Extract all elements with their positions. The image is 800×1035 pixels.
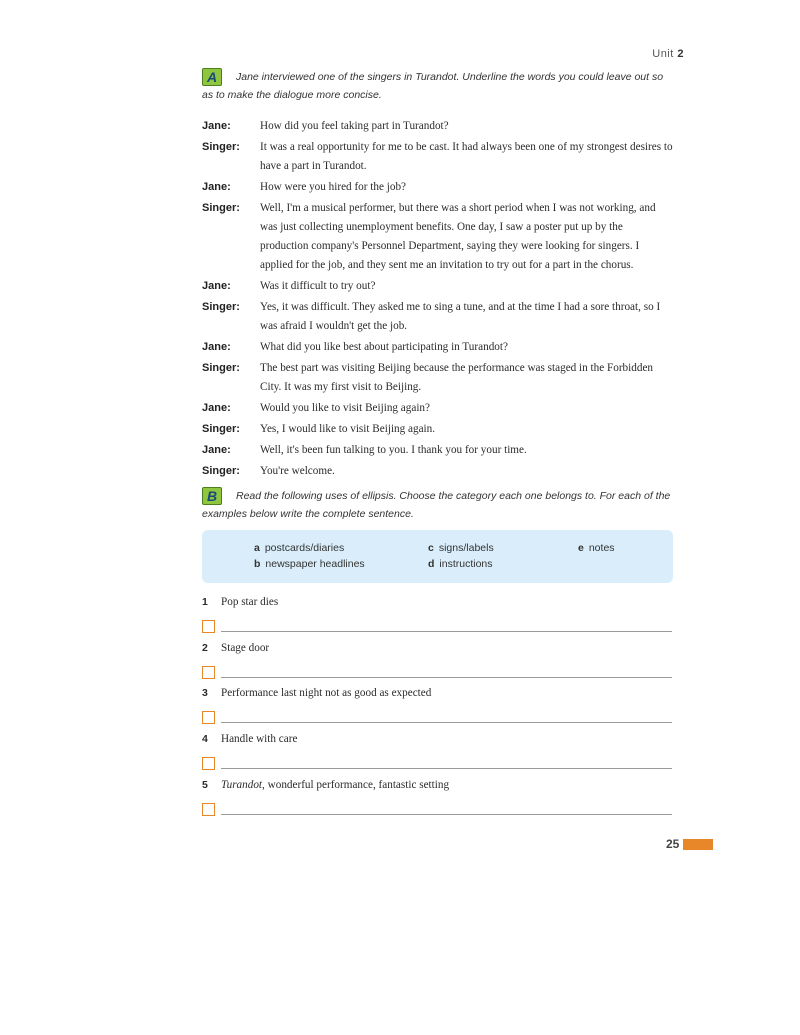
item-prompt <box>202 640 672 656</box>
dialogue-turn <box>202 277 674 296</box>
dialogue-turn <box>202 441 674 460</box>
speaker-name: Singer: <box>202 301 240 313</box>
dialogue-turn <box>202 178 674 197</box>
answer-line[interactable] <box>221 676 672 678</box>
speaker-name: Jane: <box>202 402 231 414</box>
category-checkbox[interactable] <box>202 757 215 770</box>
dialogue-turn <box>202 117 674 136</box>
speaker-name: Jane: <box>202 444 231 456</box>
dialogue-turn <box>202 138 674 176</box>
answer-line[interactable] <box>221 630 672 632</box>
unit-label <box>652 48 684 60</box>
dialogue-line: Well, it's been fun talking to you. I thank you for your time. <box>260 444 527 456</box>
dialogue-turn <box>202 359 674 397</box>
item-prompt <box>202 777 672 793</box>
dialogue-line: How did you feel taking part in Turandot? <box>260 120 449 132</box>
dialogue-line: You're welcome. <box>260 465 335 477</box>
dialogue-line: Was it difficult to try out? <box>260 280 376 292</box>
answer-line[interactable] <box>221 767 672 769</box>
category-checkbox[interactable] <box>202 711 215 724</box>
section-a-badge: A <box>202 68 222 86</box>
answer-line[interactable] <box>221 813 672 815</box>
section-b-instruction-text: Read the following uses of ellipsis. Choose the category each one belongs to. For each of the examples below write the complete sentence. <box>202 490 671 520</box>
dialogue-line: The best part was visiting Beijing because the performance was staged in the Forbidden City. It was my first visit to Beijing. <box>260 362 654 393</box>
dialogue-line: Well, I'm a musical performer, but there was a short period when I was not working, and was just collecting unemployment benefits. One day, I saw a poster put up by the production company's Personnel Department, saying they were looking for singers. I applied for the job, and they sent me an invitation to try out for a part in the chorus. <box>260 202 656 271</box>
dialogue-line: Would you like to visit Beijing again? <box>260 402 430 414</box>
category-checkbox[interactable] <box>202 666 215 679</box>
unit-number: 2 <box>677 48 684 60</box>
section-a-instruction-text: Jane interviewed one of the singers in Turandot. Underline the words you could leave out so as to make the dialogue more concise. <box>202 71 664 101</box>
speaker-name: Singer: <box>202 465 240 477</box>
dialogue-turn <box>202 298 674 336</box>
answer-row <box>202 803 672 816</box>
dialogue-turn <box>202 420 674 439</box>
speaker-name: Jane: <box>202 181 231 193</box>
speaker-name: Jane: <box>202 341 231 353</box>
section-b-badge: B <box>202 487 222 505</box>
item-prompt <box>202 731 672 747</box>
section-b-instruction <box>202 487 672 523</box>
section-a-instruction <box>202 68 672 104</box>
item-number: 2 <box>202 642 208 654</box>
exercise-item-1 <box>202 594 672 633</box>
speaker-name: Singer: <box>202 202 240 214</box>
answer-row <box>202 620 672 633</box>
answer-line[interactable] <box>221 721 672 723</box>
dialogue-line: It was a real opportunity for me to be cast. It had always been one of my strongest desires to have a part in Turandot. <box>260 141 673 172</box>
item-text: Handle with care <box>221 733 298 745</box>
option-b: b newspaper headlines <box>254 558 365 570</box>
speaker-name: Singer: <box>202 362 240 374</box>
answer-row <box>202 711 672 724</box>
item-prompt <box>202 594 672 610</box>
item-prompt <box>202 685 672 701</box>
option-a: a postcards/diaries <box>254 542 345 554</box>
exercise-item-3 <box>202 685 672 724</box>
item-number: 3 <box>202 687 208 699</box>
dialogue-line: What did you like best about participating in Turandot? <box>260 341 508 353</box>
speaker-name: Singer: <box>202 423 240 435</box>
dialogue-turn <box>202 399 674 418</box>
answer-row <box>202 757 672 770</box>
option-c: c signs/labels <box>428 542 494 554</box>
dialogue-turn <box>202 462 674 481</box>
page-footer <box>666 837 713 851</box>
page-number: 25 <box>666 837 680 851</box>
exercise-item-4 <box>202 731 672 770</box>
item-text: Stage door <box>221 642 270 654</box>
dialogue-line: Yes, it was difficult. They asked me to sing a tune, and at the time I had a sore throat, so I was afraid I wouldn't get the job. <box>260 301 661 332</box>
category-checkbox[interactable] <box>202 803 215 816</box>
answer-row <box>202 666 672 679</box>
category-options-box <box>202 530 673 583</box>
unit-word: Unit <box>652 48 674 60</box>
item-text: Turandot, wonderful performance, fantastic setting <box>221 779 450 791</box>
item-number: 4 <box>202 733 208 745</box>
speaker-name: Singer: <box>202 141 240 153</box>
dialogue-line: How were you hired for the job? <box>260 181 407 193</box>
dialogue-line: Yes, I would like to visit Beijing again. <box>260 423 436 435</box>
exercise-item-2 <box>202 640 672 679</box>
page-number-bar <box>683 839 713 850</box>
item-text: Performance last night not as good as expected <box>221 687 432 699</box>
exercise-item-5 <box>202 777 672 816</box>
option-d: d instructions <box>428 558 493 570</box>
dialogue-turn <box>202 199 674 275</box>
option-e: e notes <box>578 542 615 554</box>
dialogue <box>202 117 674 483</box>
speaker-name: Jane: <box>202 120 231 132</box>
speaker-name: Jane: <box>202 280 231 292</box>
item-text: Pop star dies <box>221 596 279 608</box>
item-number: 1 <box>202 596 208 608</box>
dialogue-turn <box>202 338 674 357</box>
item-number: 5 <box>202 779 208 791</box>
category-checkbox[interactable] <box>202 620 215 633</box>
